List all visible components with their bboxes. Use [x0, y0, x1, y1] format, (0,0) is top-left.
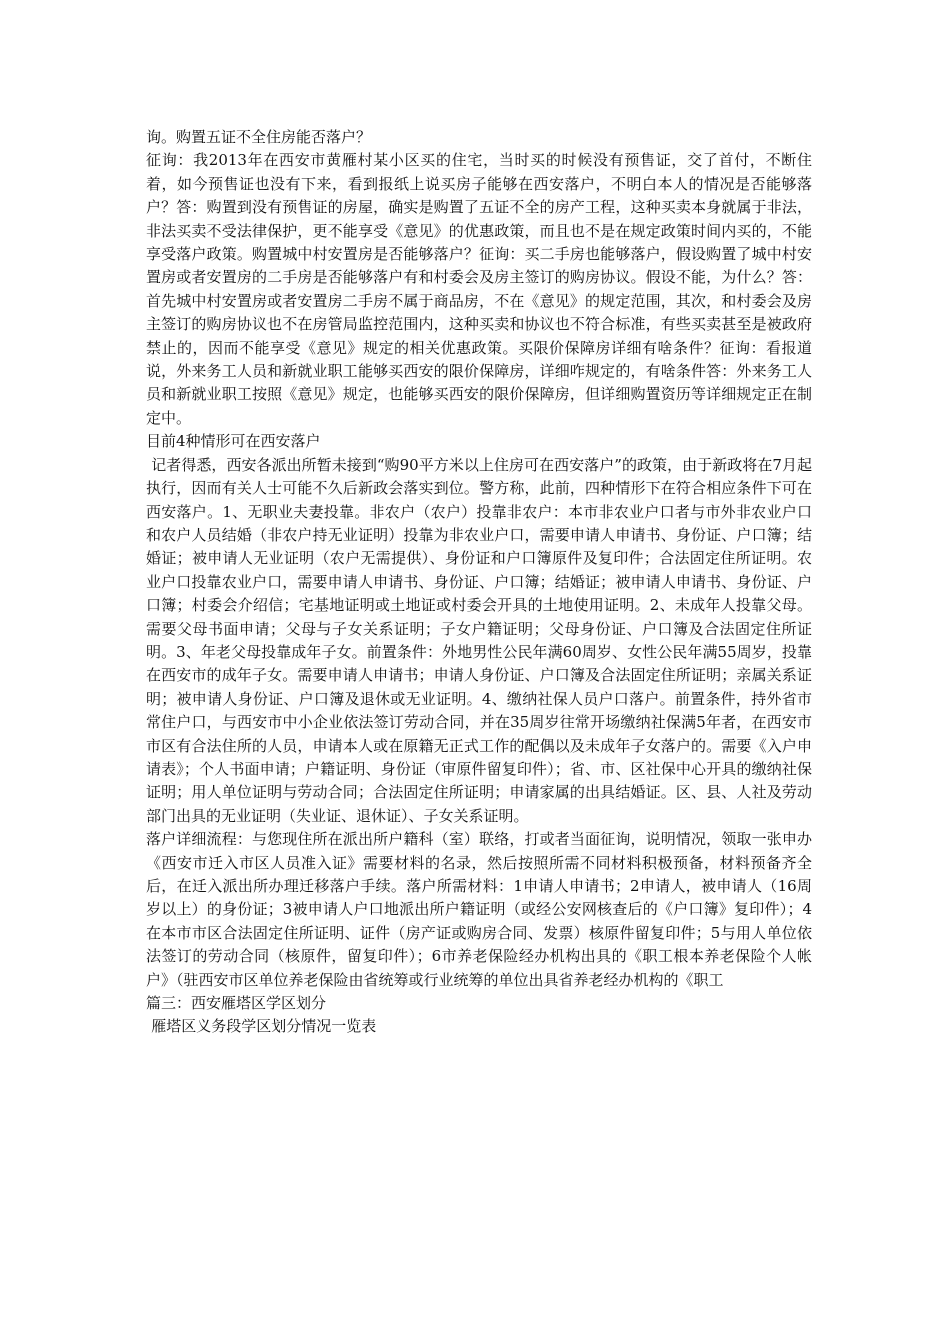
- paragraph-procedure-body: 落户详细流程：与您现住所在派出所户籍科（室）联络，打或者当面征询，说明情况，领取一张申办《西安市迁入市区人员准入证》需要材料的名录，然后按照所需不同材料积极预备，材料预备齐全后，在迁入派出所办理迁移落户手续。落户所需材料：1申请人申请书；2申请人，被申请人（16周岁以上）的身份证；3被申请人户口地派出所户籍证明（或经公安网核查后的《户口簿》复印件）；4在本市市区合法固定住所证明、证件（房产证或购房合同、发票）核原件留复印件；5与用人单位依法签订的劳动合同（核原件，留复印件）；6市养老保险经办机构出具的《职工根本养老保险个人帐户》（驻西安市区单位养老保险由省统筹或行业统筹的单位出具省养老经办机构的《职工: [146, 830, 812, 989]
- document-body: [146, 126, 812, 1039]
- paragraph-section-heading: 目前4种情形可在西安落户: [146, 432, 321, 451]
- paragraph-chapter-title: 篇三：西安雁塔区学区划分: [146, 994, 327, 1013]
- paragraph-question-heading: 询。购置五证不全住房能否落户？: [146, 128, 372, 146]
- paragraph-qa-body: 征询：我2013年在西安市黄雁村某小区买的住宅，当时买的时候没有预售证，交了首付，不断住着，如今预售证也没有下来，看到报纸上说买房子能够在西安落户，不明白本人的情况是否能够落户？答：购置到没有预售证的房屋，确实是购置了五证不全的房产工程，这种买卖本身就属于非法，非法买卖不受法律保护，更不能享受《意见》的优惠政策，而且也不是在规定政策时间内买的，不能享受落户政策。购置城中村安置房是否能够落户？征询：买二手房也能够落户，假设购置了城中村安置房或者安置房的二手房是否能够落户有和村委会及房主签订的购房协议。假设不能，为什么？答：首先城中村安置房或者安置房二手房不属于商品房，不在《意见》的规定范围，其次，和村委会及房主签订的购房协议也不在房管局监控范围内，这种买卖和协议也不符合标准，有些买卖甚至是被政府禁止的，因而不能享受《意见》规定的相关优惠政策。买限价保障房详细有啥条件？征询：看报道说，外来务工人员和新就业职工能够买西安的限价保障房，详细咋规定的，有啥条件答：外来务工人员和新就业职工按照《意见》规定，也能够买西安的限价保障房，但详细购置资历等详细规定正在制定中。: [146, 151, 812, 427]
- paragraph-reporter-body: 记者得悉，西安各派出所暂未接到“购90平方米以上住房可在西安落户”的政策，由于新政将在7月起执行，因而有关人士可能不久后新政会落实到位。警方称，此前，四种情形下在符合相应条件下可在西安落户。1、无职业夫妻投靠。非农户（农户）投靠非农户：本市非农业户口者与市外非农业户口和农户人员结婚（非农户持无业证明）投靠为非农业户口，需要申请人申请书、身份证、户口簿；结婚证；被申请人无业证明（农户无需提供）、身份证和户口簿原件及复印件；合法固定住所证明。农业户口投靠农业户口，需要申请人申请书、身份证、户口簿；结婚证；被申请人申请书、身份证、户口簿；村委会介绍信；宅基地证明或土地证或村委会开具的土地使用证明。2、未成年人投靠父母。需要父母书面申请；父母与子女关系证明；子女户籍证明；父母身份证、户口簿及合法固定住所证明。3、年老父母投靠成年子女。前置条件：外地男性公民年满60周岁、女性公民年满55周岁，投靠在西安市的成年子女。需要申请人申请书；申请人身份证、户口簿及合法固定住所证明；亲属关系证明；被申请人身份证、户口簿及退休或无业证明。4、缴纳社保人员户口落户。前置条件，持外省市常住户口，与西安市中小企业依法签订劳动合同，并在35周岁往常开场缴纳社保满5年者，在西安市市区有合法住所的人员，申请本人或在原籍无正式工作的配偶以及未成年子女落户的。需要《入户申请表》；个人书面申请；户籍证明、身份证（审原件留复印件）；省、市、区社保中心开具的缴纳社保证明；用人单位证明与劳动合同；合法固定住所证明；申请家属的出具结婚证。区、县、人社及劳动部门出具的无业证明（失业证、退休证）、子女关系证明。: [146, 455, 812, 825]
- paragraph-table-caption: 雁塔区义务段学区划分情况一览表: [151, 1017, 377, 1036]
